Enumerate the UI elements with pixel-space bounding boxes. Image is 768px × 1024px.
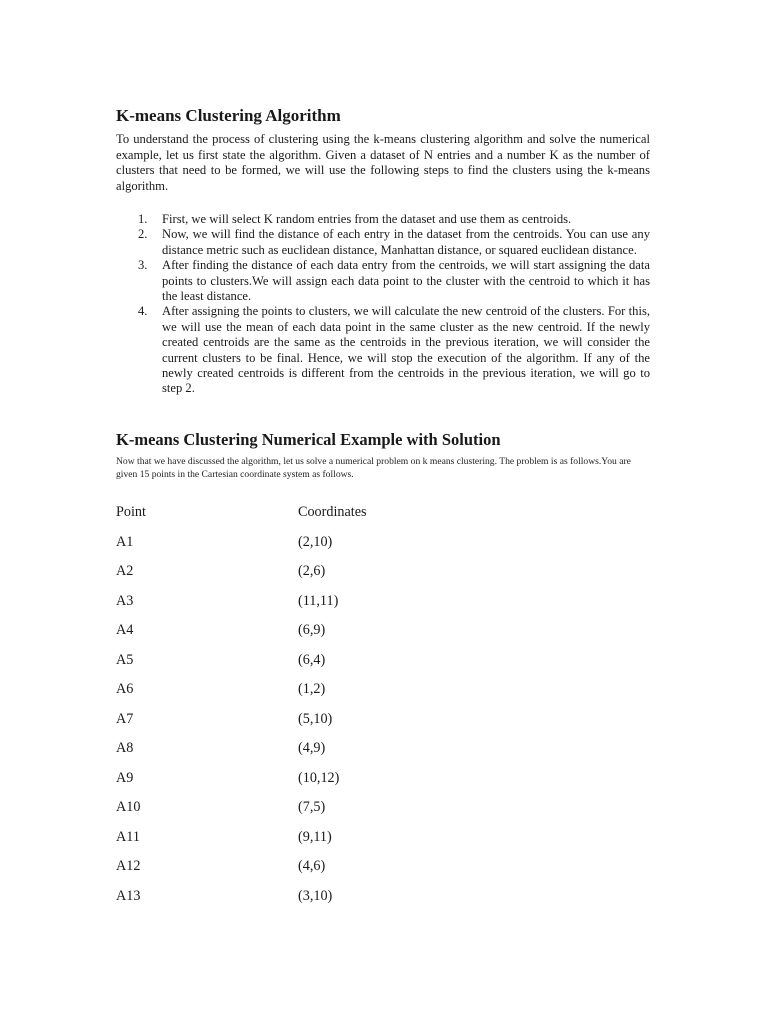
point-label: A4 bbox=[116, 622, 134, 638]
table-row bbox=[116, 650, 650, 680]
point-coordinates: (4,9) bbox=[298, 740, 326, 756]
point-label: A9 bbox=[116, 769, 134, 786]
point-coordinates: (6,9) bbox=[298, 622, 326, 638]
point-coordinates: (3,10) bbox=[298, 887, 333, 904]
point-coordinates: (7,5) bbox=[298, 799, 326, 815]
point-label: A1 bbox=[116, 533, 134, 550]
table-row bbox=[116, 561, 650, 591]
point-coordinates: (9,11) bbox=[298, 828, 332, 845]
point-label: A10 bbox=[116, 799, 141, 815]
point-label: A5 bbox=[116, 651, 134, 668]
step-text: Now, we will find the distance of each entry in the dataset from the centroids. You can use any distance metric such as euclidean distance, Manhattan distance, or squared euclidean distance. bbox=[162, 227, 650, 257]
algorithm-step bbox=[116, 212, 650, 227]
table-row bbox=[116, 709, 650, 739]
point-label: A7 bbox=[116, 710, 134, 727]
point-coordinates: (11,11) bbox=[298, 592, 339, 609]
table-row bbox=[116, 768, 650, 798]
table-row bbox=[116, 827, 650, 857]
example-intro-paragraph: Now that we have discussed the algorithm, let us solve a numerical problem on k means clustering. The problem is as follows.You are given 15 points in the Cartesian coordinate system as follows. bbox=[116, 456, 631, 480]
point-coordinates: (2,10) bbox=[298, 533, 333, 550]
table-row bbox=[116, 738, 650, 768]
step-number: 3. bbox=[138, 258, 148, 273]
step-text: First, we will select K random entries from the dataset and use them as centroids. bbox=[162, 212, 572, 226]
example-heading: K-means Clustering Numerical Example with Solution bbox=[116, 430, 501, 449]
algorithm-steps-list bbox=[116, 212, 650, 397]
points-table bbox=[116, 502, 650, 915]
column-header-coordinates: Coordinates bbox=[298, 504, 367, 520]
step-number: 4. bbox=[138, 304, 148, 319]
intro-paragraph: To understand the process of clustering using the k-means clustering algorithm and solve the numerical example, let us first state the algorithm. Given a dataset of N entries and a number K as the number of clusters that need to be formed, we will use the following steps to find the clusters using the k-means algorithm. bbox=[116, 132, 650, 193]
point-label: A12 bbox=[116, 858, 141, 874]
table-row bbox=[116, 797, 650, 827]
point-coordinates: (5,10) bbox=[298, 710, 333, 727]
algorithm-step bbox=[116, 304, 650, 396]
step-number: 1. bbox=[138, 212, 148, 226]
table-row bbox=[116, 620, 650, 650]
step-text: After finding the distance of each data entry from the centroids, we will start assigning the data points to clusters.We will assign each data point to the cluster with the centroid to which it has the least distance. bbox=[162, 258, 650, 304]
table-row bbox=[116, 679, 650, 709]
table-header-row bbox=[116, 502, 650, 532]
point-label: A6 bbox=[116, 681, 134, 697]
step-text: After assigning the points to clusters, we will calculate the new centroid of the clusters. For this, we will use the mean of each data point in the same cluster as the new centroid. If the newly created centroids are the same as the centroids in the previous iteration, we will consider the current clusters to be final. Hence, we will stop the execution of the algorithm. If any of the newly created centroids is different from the centroids in the previous iteration, we will go to step 2. bbox=[162, 304, 650, 396]
table-row bbox=[116, 532, 650, 562]
section-heading: K-means Clustering Algorithm bbox=[116, 106, 341, 125]
column-header-point: Point bbox=[116, 504, 146, 520]
point-coordinates: (4,6) bbox=[298, 858, 326, 874]
algorithm-step bbox=[116, 258, 650, 304]
point-coordinates: (6,4) bbox=[298, 651, 326, 668]
step-number: 2. bbox=[138, 227, 148, 242]
point-coordinates: (2,6) bbox=[298, 563, 326, 579]
point-label: A2 bbox=[116, 563, 134, 579]
point-label: A11 bbox=[116, 828, 140, 845]
point-label: A13 bbox=[116, 887, 141, 904]
table-row bbox=[116, 856, 650, 886]
point-coordinates: (10,12) bbox=[298, 769, 340, 786]
point-label: A3 bbox=[116, 592, 134, 609]
table-row bbox=[116, 591, 650, 621]
point-coordinates: (1,2) bbox=[298, 681, 326, 697]
algorithm-step bbox=[116, 227, 650, 258]
table-row bbox=[116, 886, 650, 916]
point-label: A8 bbox=[116, 740, 134, 756]
